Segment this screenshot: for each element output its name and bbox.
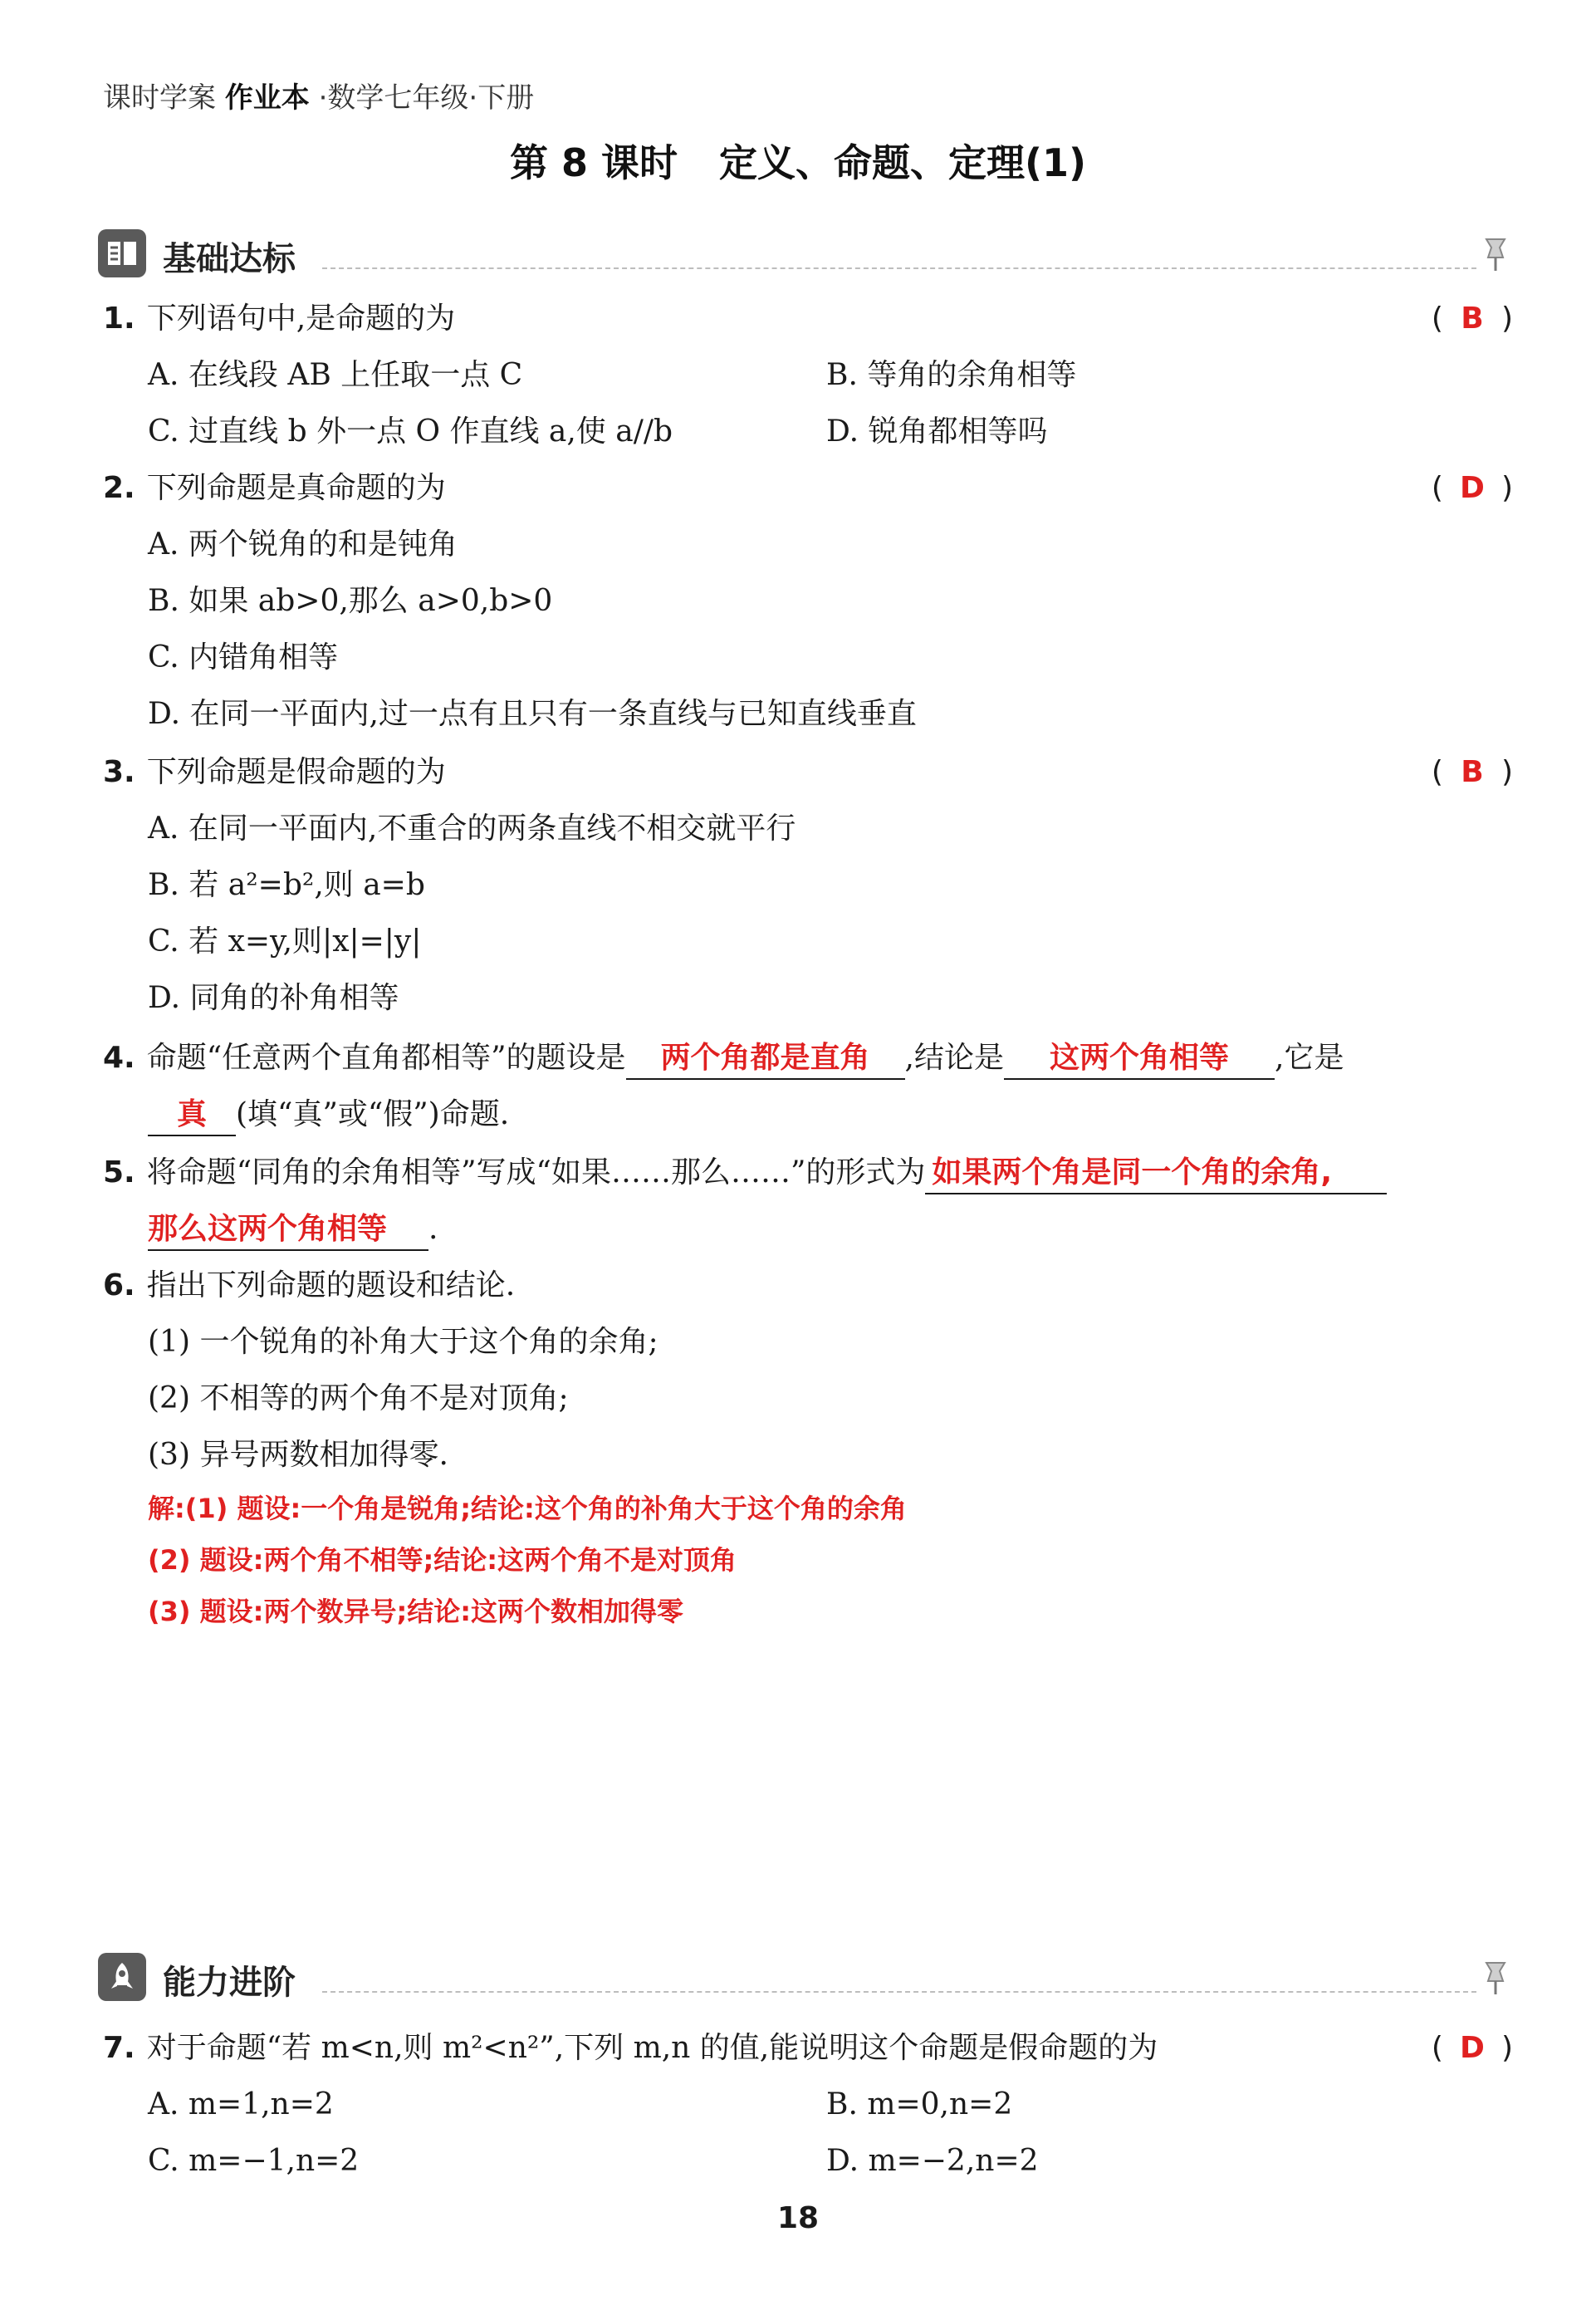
section-label: 基础达标 bbox=[163, 240, 296, 278]
question-number: 2. bbox=[103, 471, 135, 505]
question-number: 6. bbox=[103, 1268, 135, 1302]
option-a: A. m=1,n=2 bbox=[148, 2087, 334, 2121]
option-d: D. m=−2,n=2 bbox=[826, 2144, 1039, 2178]
paren-close: ) bbox=[1501, 302, 1513, 336]
option-d: D. 同角的补角相等 bbox=[148, 981, 399, 1015]
question-number: 1. bbox=[103, 302, 135, 336]
paren-close: ) bbox=[1501, 2031, 1513, 2065]
question-1 bbox=[103, 299, 455, 339]
solution-line: (3) 题设:两个数异号;结论:这两个数相加得零 bbox=[148, 1596, 684, 1627]
question-number: 3. bbox=[103, 755, 135, 789]
option-a: A. 两个锐角的和是钝角 bbox=[148, 527, 458, 562]
dashed-divider bbox=[322, 267, 1476, 269]
answer-blank: 如果两个角是同一个角的余角, bbox=[925, 1153, 1387, 1194]
paren-open: ( bbox=[1431, 302, 1443, 336]
question-text: 命题“任意两个直角都相等”的题设是 bbox=[146, 1041, 626, 1075]
option-d: D. 在同一平面内,过一点有且只有一条直线与已知直线垂直 bbox=[148, 697, 917, 731]
lesson-topic: 定义、命题、定理(1) bbox=[718, 140, 1087, 185]
question-6 bbox=[103, 1266, 515, 1306]
option-a: A. 在同一平面内,不重合的两条直线不相交就平行 bbox=[148, 812, 796, 846]
answer-value: D bbox=[1460, 2031, 1485, 2065]
answer-box-1 bbox=[1432, 299, 1513, 339]
page-number: 18 bbox=[776, 2201, 820, 2235]
option-c: C. m=−1,n=2 bbox=[148, 2144, 360, 2178]
question-4 bbox=[103, 1038, 1344, 1080]
page-title bbox=[0, 133, 1596, 188]
question-7 bbox=[103, 2028, 1158, 2068]
book-icon bbox=[98, 229, 146, 277]
paren-open: ( bbox=[1431, 755, 1443, 789]
pushpin-icon bbox=[1481, 1959, 1510, 1996]
option-b: B. 若 a²=b²,则 a=b bbox=[148, 868, 425, 902]
option-c: C. 若 x=y,则|x|=|y| bbox=[148, 925, 422, 959]
question-number: 5. bbox=[103, 1155, 135, 1189]
answer-value: D bbox=[1460, 471, 1485, 505]
paren-open: ( bbox=[1431, 471, 1443, 505]
question-text: (填“真”或“假”)命题. bbox=[236, 1097, 510, 1131]
sub-question: (2) 不相等的两个角不是对顶角; bbox=[148, 1381, 569, 1415]
answer-blank: 这两个角相等 bbox=[1004, 1038, 1275, 1080]
answer-blank: 两个角都是直角 bbox=[626, 1038, 905, 1080]
question-stem: 下列语句中,是命题的为 bbox=[146, 302, 456, 336]
option-c: C. 过直线 b 外一点 O 作直线 a,使 a//b bbox=[148, 414, 673, 449]
subject-name: ·数学七年级·下册 bbox=[318, 81, 535, 115]
question-text: ,它是 bbox=[1275, 1041, 1344, 1075]
question-2 bbox=[103, 468, 446, 508]
answer-value: B bbox=[1461, 755, 1484, 789]
solution-line: 解:(1) 题设:一个角是锐角;结论:这个角的补角大于这个角的余角 bbox=[148, 1493, 907, 1524]
question-stem: 对于命题“若 m<n,则 m²<n²”,下列 m,n 的值,能说明这个命题是假命题的为 bbox=[146, 2031, 1158, 2065]
series-name: 课时学案 bbox=[103, 81, 216, 115]
pushpin-icon bbox=[1481, 236, 1510, 272]
sub-question: (1) 一个锐角的补角大于这个角的余角; bbox=[148, 1325, 658, 1359]
section-label: 能力进阶 bbox=[163, 1964, 296, 2002]
question-5 bbox=[103, 1153, 1387, 1194]
paren-close: ) bbox=[1501, 471, 1513, 505]
option-b: B. m=0,n=2 bbox=[826, 2087, 1013, 2121]
answer-blank: 那么这两个角相等 bbox=[148, 1209, 428, 1251]
question-text: . bbox=[428, 1212, 438, 1246]
lesson-number: 第 8 课时 bbox=[509, 140, 678, 185]
question-stem: 指出下列命题的题设和结论. bbox=[146, 1268, 516, 1302]
option-b: B. 如果 ab>0,那么 a>0,b>0 bbox=[148, 584, 553, 618]
question-3 bbox=[103, 753, 446, 792]
question-text: ,结论是 bbox=[904, 1041, 1004, 1075]
answer-box-7 bbox=[1432, 2028, 1513, 2068]
book-name: 作业本 bbox=[224, 81, 310, 115]
question-number: 7. bbox=[103, 2031, 135, 2065]
solution-line: (2) 题设:两个角不相等;结论:这两个角不是对顶角 bbox=[148, 1544, 737, 1576]
question-number: 4. bbox=[103, 1041, 135, 1075]
section-advanced bbox=[98, 1948, 1510, 2006]
answer-blank: 真 bbox=[148, 1095, 236, 1136]
sub-question: (3) 异号两数相加得零. bbox=[148, 1438, 448, 1472]
option-c: C. 内错角相等 bbox=[148, 640, 339, 674]
question-5-cont bbox=[148, 1209, 438, 1251]
book-header bbox=[103, 75, 534, 115]
dashed-divider bbox=[322, 1991, 1476, 1993]
section-basic bbox=[98, 224, 1510, 282]
answer-box-2 bbox=[1432, 468, 1513, 508]
question-stem: 下列命题是真命题的为 bbox=[146, 471, 446, 505]
option-b: B. 等角的余角相等 bbox=[826, 358, 1077, 392]
paren-close: ) bbox=[1501, 755, 1513, 789]
paren-open: ( bbox=[1431, 2031, 1443, 2065]
question-text: 将命题“同角的余角相等”写成“如果……那么……”的形式为 bbox=[146, 1155, 926, 1189]
answer-box-3 bbox=[1432, 753, 1513, 792]
answer-value: B bbox=[1461, 302, 1484, 336]
option-a: A. 在线段 AB 上任取一点 C bbox=[148, 358, 523, 392]
question-stem: 下列命题是假命题的为 bbox=[146, 755, 446, 789]
option-d: D. 锐角都相等吗 bbox=[826, 414, 1048, 449]
rocket-icon bbox=[98, 1953, 146, 2001]
question-4-cont bbox=[148, 1095, 509, 1136]
